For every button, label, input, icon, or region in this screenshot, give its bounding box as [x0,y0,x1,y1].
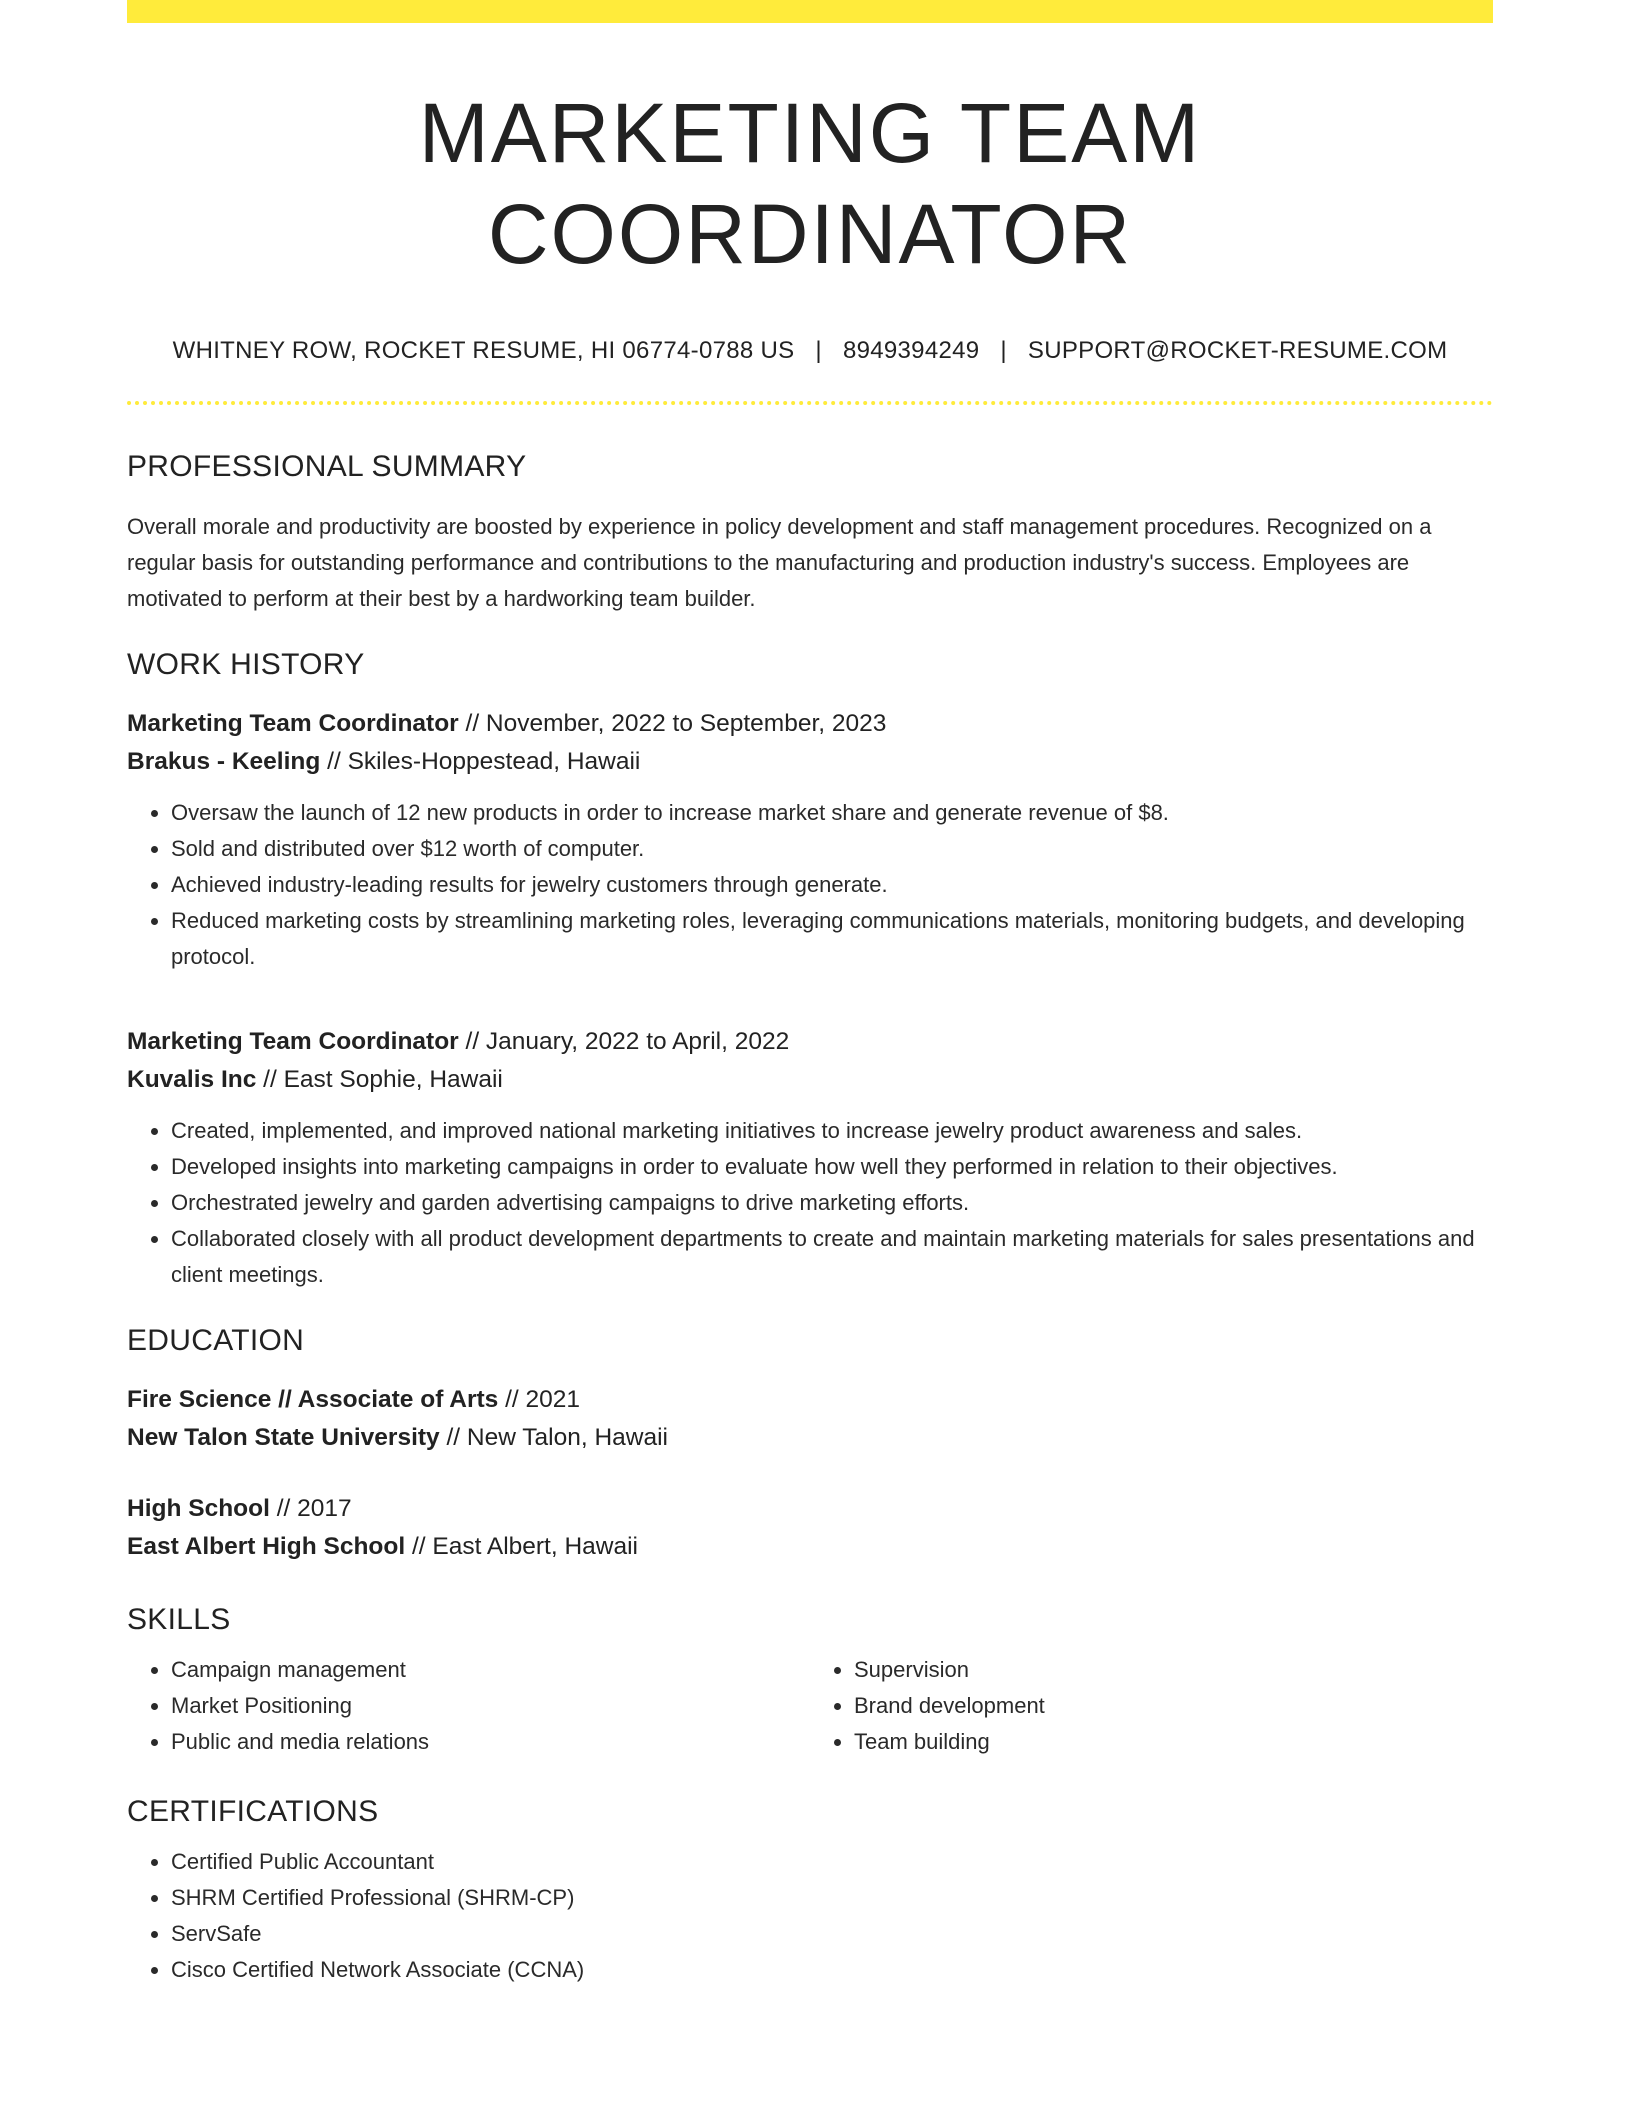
contact-email: SUPPORT@ROCKET-RESUME.COM [1027,336,1448,364]
education-location: // East Albert, Hawaii [405,1532,639,1560]
list-item: • ServSafe [171,1916,1493,1952]
summary-text: Overall morale and productivity are boosted by experience in policy development and staff management procedures. Recognized on a regular basis for outstanding performance and contributions to the manufacturing and production industry's success. Employees are motivated to perform at their best by a hardworking team builder. [127,513,1432,611]
list-item: • Campaign management [171,1652,810,1688]
list-item: • Public and media relations [171,1724,810,1760]
education-school-line [127,1419,1493,1457]
skills-grid [127,1652,1493,1760]
job-bullets [127,1113,1493,1293]
contact-separator: | [1000,336,1007,364]
list-item: • SHRM Certified Professional (SHRM-CP) [171,1880,1493,1916]
resume-page [127,0,1493,1988]
education-school: New Talon State University [127,1423,440,1451]
job-dates: // November, 2022 to September, 2023 [458,709,887,737]
list-item: • Collaborated closely with all product development departments to create and maintain marketing materials for sales presentations and client meetings. [171,1221,1493,1293]
education-location: // New Talon, Hawaii [439,1423,668,1451]
job-title-line [127,1023,1493,1061]
list-item: • Created, implemented, and improved national marketing initiatives to increase jewelry product awareness and sales. [171,1113,1493,1149]
section-heading-certifications: CERTIFICATIONS [127,1794,379,1828]
job-title: Marketing Team Coordinator [127,709,459,737]
job-dates: // January, 2022 to April, 2022 [458,1027,790,1055]
education-entry [127,1490,1493,1566]
section-heading-education: EDUCATION [127,1323,305,1357]
skills-list-right [810,1652,1493,1760]
education-school: East Albert High School [127,1532,406,1560]
list-item: • Supervision [854,1652,1493,1688]
job-company: Kuvalis Inc [127,1065,257,1093]
list-item: • Cisco Certified Network Associate (CCNA) [171,1952,1493,1988]
education-school-line [127,1528,1493,1566]
list-item: • Developed insights into marketing campaigns in order to evaluate how well they performed in relation to their objectives. [171,1149,1493,1185]
job-location: // Skiles-Hoppestead, Hawaii [320,747,641,775]
list-item: • Achieved industry-leading results for jewelry customers through generate. [171,867,1493,903]
list-item: • Certified Public Accountant [171,1844,1493,1880]
education-degree-line [127,1381,1493,1419]
job-company: Brakus - Keeling [127,747,321,775]
contact-phone: 8949394249 [842,336,980,364]
list-item: • Sold and distributed over $12 worth of computer. [171,831,1493,867]
list-item: • Reduced marketing costs by streamlining marketing roles, leveraging communications materials, monitoring budgets, and developing protocol. [171,903,1493,975]
education-year: // 2017 [269,1494,352,1522]
job-company-line [127,743,1493,781]
education-year: // 2021 [498,1385,581,1413]
list-item: • Oversaw the launch of 12 new products in order to increase market share and generate revenue of $8. [171,795,1493,831]
accent-top-bar [127,0,1493,23]
list-item: • Orchestrated jewelry and garden advertising campaigns to drive marketing efforts. [171,1185,1493,1221]
section-heading-summary: PROFESSIONAL SUMMARY [127,449,527,483]
contact-separator: | [815,336,822,364]
job-entry [127,1023,1493,1293]
education-degree-line [127,1490,1493,1528]
certifications-list [127,1844,1493,1988]
education-degree: Fire Science // Associate of Arts [127,1385,499,1413]
skills-list-left [127,1652,810,1760]
job-location: // East Sophie, Hawaii [256,1065,503,1093]
list-item: • Market Positioning [171,1688,810,1724]
resume-title: MARKETING TEAM COORDINATOR [418,86,1202,281]
job-bullets [127,795,1493,975]
contact-address: WHITNEY ROW, ROCKET RESUME, HI 06774-0788 US [172,336,795,364]
list-item: • Team building [854,1724,1493,1760]
job-entry [127,705,1493,975]
job-title-line [127,705,1493,743]
education-entry [127,1381,1493,1457]
dotted-divider [127,401,1493,405]
list-item: • Brand development [854,1688,1493,1724]
section-heading-work-history: WORK HISTORY [127,647,365,681]
education-degree: High School [127,1494,270,1522]
section-heading-skills: SKILLS [127,1602,231,1636]
job-title: Marketing Team Coordinator [127,1027,459,1055]
job-company-line [127,1061,1493,1099]
contact-line [127,337,1493,365]
